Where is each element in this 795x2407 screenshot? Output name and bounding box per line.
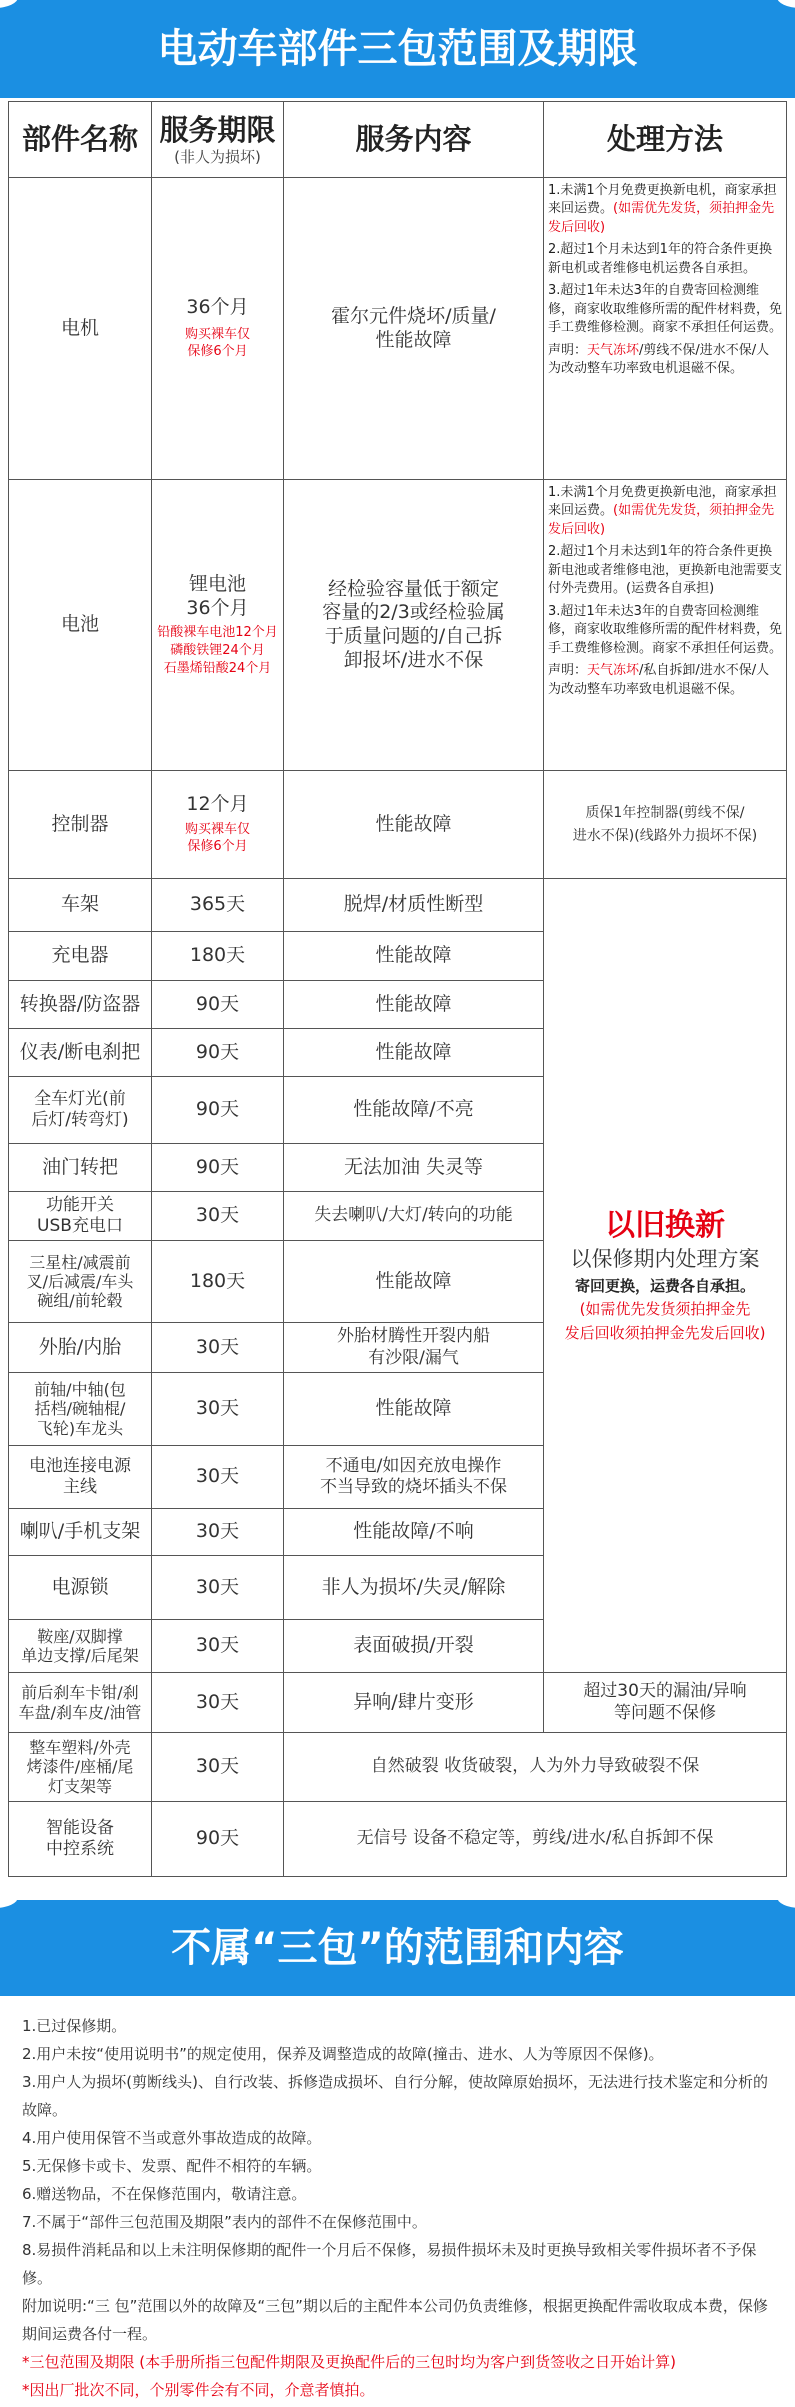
exchange-subtitle: 以保修期内处理方案 (570, 1247, 760, 1272)
part-name-cell: 喇叭/手机支架 (8, 1509, 152, 1556)
header-period-label: 服务期限 (159, 113, 276, 147)
controller-content: 性能故障 (284, 771, 544, 879)
note-item: 2.用户未按“使用说明书”的规定使用，保养及调整造成的故障(撞击、进水、人为等原因不保修)。 (22, 2045, 664, 2063)
controller-period-value: 12个月 (186, 793, 249, 816)
part-period-cell: 30天 (152, 1373, 284, 1446)
controller-period-note: 购买裸车仅 保修6个月 (184, 821, 250, 855)
note-item: 5.无保修卡或卡、发票、配件不相符的车辆。 (22, 2157, 322, 2175)
part-period-cell: 30天 (152, 1446, 284, 1509)
part-period-cell: 30天 (152, 1192, 284, 1241)
part-period-cell: 90天 (152, 1802, 284, 1877)
exclusion-notes (22, 2012, 782, 2404)
part-name-cell: 油门转把 (8, 1144, 152, 1192)
banner-decoration (777, 1886, 795, 1908)
part-period-cell: 90天 (152, 981, 284, 1029)
part-name-cell: 充电器 (8, 932, 152, 981)
exchange-title: 以旧换新 (605, 1208, 725, 1244)
motor-method-3: 3.超过1年未达3年的自费寄回检测维修，商家收取维修所需的配件材料费，免手工费维修检测。商家不承担任何运费。 (548, 283, 783, 336)
motor-content: 霍尔元件烧坏/质量/ 性能故障 (284, 178, 544, 480)
banner-decoration (0, 1886, 18, 1908)
part-period-cell: 365天 (152, 879, 284, 932)
part-period-cell: 30天 (152, 1733, 284, 1802)
note-item: 附加说明:“三 包”范围以外的故障及“三包”期以后的主配件本公司仍负责维修，根据更换配件需收取成本费，保修期间运费各付一程。 (22, 2297, 768, 2343)
part-content-cell: 性能故障 (284, 1241, 544, 1323)
part-name-cell: 电池连接电源 主线 (8, 1446, 152, 1509)
part-content-cell: 外胎材腾性开裂内船 有沙限/漏气 (284, 1323, 544, 1373)
battery-name: 电池 (8, 480, 152, 771)
part-content-cell: 无信号 设备不稳定等，剪线/进水/私自拆卸不保 (284, 1802, 787, 1877)
part-content-cell: 无法加油 失灵等 (284, 1144, 544, 1192)
header-period-sub: (非人为损坏) (174, 148, 261, 167)
part-content-cell: 自然破裂 收货破裂，人为外力导致破裂不保 (284, 1733, 787, 1802)
part-period-cell: 30天 (152, 1509, 284, 1556)
part-content-cell: 性能故障/不亮 (284, 1077, 544, 1144)
part-name-cell: 功能开关 USB充电口 (8, 1192, 152, 1241)
controller-period (152, 771, 284, 879)
part-period-cell: 90天 (152, 1077, 284, 1144)
header-part-name: 部件名称 (8, 101, 152, 178)
brake-method: 超过30天的漏油/异响 等问题不保修 (544, 1673, 787, 1733)
part-content-cell: 非人为损坏/失灵/解除 (284, 1556, 544, 1620)
part-name-cell: 外胎/内胎 (8, 1323, 152, 1373)
part-content-cell: 性能故障 (284, 981, 544, 1029)
part-period-cell: 90天 (152, 1144, 284, 1192)
part-period-cell: 90天 (152, 1029, 284, 1077)
part-name-cell: 电源锁 (8, 1556, 152, 1620)
part-content-cell: 性能故障 (284, 1373, 544, 1446)
battery-period (152, 480, 284, 771)
battery-method-2: 2.超过1个月未达到1年的符合条件更换新电池或者维修电池，更换新电池需要支付外壳费用。(运费各自承担) (548, 544, 783, 597)
battery-method-3: 3.超过1年未达3年的自费寄回检测维修，商家收取维修所需的配件材料费，免手工费维修检测。商家不承担任何运费。 (548, 603, 783, 656)
exchange-method-cell (544, 879, 787, 1673)
battery-period-value: 36个月 (186, 596, 249, 619)
page-title: 电动车部件三包范围及期限 (157, 26, 638, 72)
part-period-cell: 30天 (152, 1673, 284, 1733)
part-name-cell: 三星柱/减震前 叉/后减震/车头 碗组/前轮毂 (8, 1241, 152, 1323)
part-content-cell: 表面破损/开裂 (284, 1620, 544, 1673)
header-method: 处理方法 (544, 101, 787, 178)
part-name-cell: 智能设备 中控系统 (8, 1802, 152, 1877)
battery-method-1: 1.未满1个月免费更换新电池，商家承担来回运费。(如需优先发货，须拍押金先发后回收) (548, 485, 777, 537)
banner-decoration (0, 0, 18, 8)
motor-period-value: 36个月 (186, 296, 249, 319)
motor-method-4: 声明：天气冻坏/剪线不保/进水不保/人为改动整车功率致电机退磁不保。 (548, 342, 770, 377)
part-content-cell: 性能故障 (284, 1029, 544, 1077)
note-item: 8.易损件消耗品和以上未注明保修期的配件一个月后不保修，易损件损坏未及时更换导致相关零件损坏者不予保修。 (22, 2241, 757, 2287)
part-content-cell: 性能故障 (284, 932, 544, 981)
part-content-cell: 异响/肆片变形 (284, 1673, 544, 1733)
battery-period-note: 铅酸裸车电池12个月 磷酸铁锂24个月 石墨烯铅酸24个月 (157, 625, 278, 676)
note-item: 4.用户使用保管不当或意外事故造成的故障。 (22, 2129, 322, 2147)
battery-method (544, 480, 787, 771)
motor-method-1: 1.未满1个月免费更换新电机，商家承担来回运费。(如需优先发货，须拍押金先发后回收) (548, 183, 777, 235)
motor-period (152, 178, 284, 480)
note-item: 3.用户人为损坏(剪断线头)、自行改装、拆修造成损坏、自行分解，使故障原始损坏，无法进行技术鉴定和分析的故障。 (22, 2073, 769, 2119)
note-item: 6.赠送物品，不在保修范围内，敬请注意。 (22, 2185, 307, 2203)
part-name-cell: 转换器/防盗器 (8, 981, 152, 1029)
part-content-cell: 失去喇叭/大灯/转向的功能 (284, 1192, 544, 1241)
part-name-cell: 前后刹车卡钳/刹 车盘/刹车皮/油管 (8, 1673, 152, 1733)
motor-name: 电机 (8, 178, 152, 480)
part-name-cell: 全车灯光(前 后灯/转弯灯) (8, 1077, 152, 1144)
part-period-cell: 30天 (152, 1556, 284, 1620)
header-period (152, 101, 284, 178)
part-name-cell: 鞍座/双脚撑 单边支撑/后尾架 (8, 1620, 152, 1673)
motor-method-2: 2.超过1个月未达到1年的符合条件更换新电机或者维修电机运费各自承担。 (548, 242, 772, 276)
banner-decoration (777, 0, 795, 8)
warranty-table (8, 101, 787, 1877)
motor-method (544, 178, 787, 480)
battery-content: 经检验容量低于额定 容量的2/3或经检验属 于质量问题的/自己拆 卸报坏/进水不保 (284, 480, 544, 771)
part-period-cell: 180天 (152, 1241, 284, 1323)
battery-method-4: 声明：天气冻坏/私自拆卸/进水不保/人为改动整车功率致电机退磁不保。 (548, 663, 770, 697)
section2-banner (0, 1900, 795, 1996)
part-name-cell: 整车塑料/外壳 烤漆件/座桶/尾 灯支架等 (8, 1733, 152, 1802)
part-content-cell: 性能故障/不响 (284, 1509, 544, 1556)
battery-period-type: 锂电池 (188, 572, 246, 595)
exchange-shipping: 寄回更换，运费各自承担。 (574, 1277, 755, 1296)
red-note-item: *三包范围及期限 (本手册所指三包配件期限及更换配件后的三包时均为客户到货签收之日开始计算) (22, 2353, 676, 2371)
motor-period-note: 购买裸车仅 保修6个月 (184, 326, 250, 360)
part-name-cell: 仪表/断电刹把 (8, 1029, 152, 1077)
part-period-cell: 180天 (152, 932, 284, 981)
title-banner (0, 0, 795, 98)
part-name-cell: 前轴/中轴(包 括档/碗轴棍/ 飞轮)车龙头 (8, 1373, 152, 1446)
section2-title: 不属“三包”的范围和内容 (171, 1925, 624, 1971)
note-item: 1.已过保修期。 (22, 2017, 127, 2035)
controller-method: 质保1年控制器(剪线不保/ 进水不保)(线路外力损坏不保) (544, 771, 787, 879)
exchange-priority-note: (如需优先发货须拍押金先 发后回收须拍押金先发后回收) (564, 1300, 766, 1342)
header-content: 服务内容 (284, 101, 544, 178)
part-period-cell: 30天 (152, 1620, 284, 1673)
note-item: 7.不属于“部件三包范围及期限”表内的部件不在保修范围中。 (22, 2213, 427, 2231)
part-name-cell: 车架 (8, 879, 152, 932)
controller-name: 控制器 (8, 771, 152, 879)
part-content-cell: 不通电/如因充放电操作 不当导致的烧坏插头不保 (284, 1446, 544, 1509)
part-period-cell: 30天 (152, 1323, 284, 1373)
red-note-item: *因出厂批次不同，个别零件会有不同，介意者慎拍。 (22, 2381, 375, 2399)
part-content-cell: 脱焊/材质性断型 (284, 879, 544, 932)
